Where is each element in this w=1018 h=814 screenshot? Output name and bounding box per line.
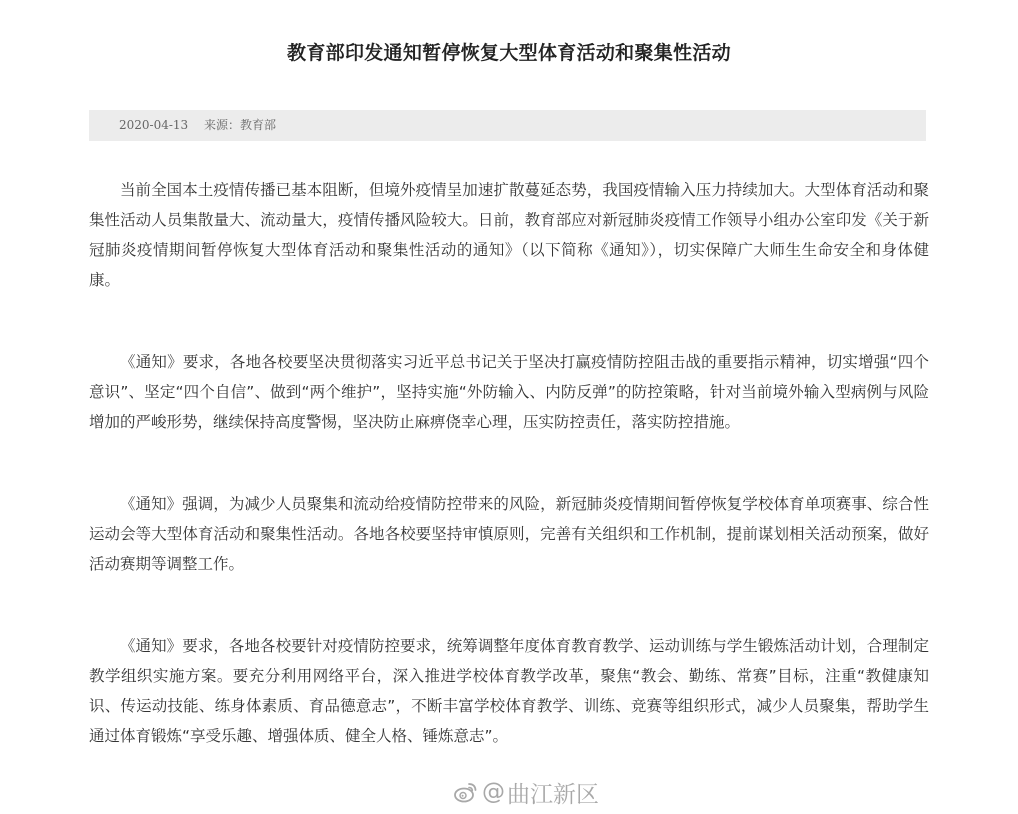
article-body [89,175,929,751]
watermark [454,777,599,807]
article-source: 来源：教育部 [204,118,277,132]
paragraph-1: 当前全国本土疫情传播已基本阻断，但境外疫情呈加速扩散蔓延态势，我国疫情输入压力持续加大。大型体育活动和聚集性活动人员集散量大、流动量大，疫情传播风险较大。日前，教育部应对新冠肺炎疫情工作领导小组办公室印发《关于新冠肺炎疫情期间暂停恢复大型体育活动和聚集性活动的通知》（以下简称《通知》），切实保障广大师生生命安全和身体健康。 [89,181,929,289]
article-title: 教育部印发通知暂停恢复大型体育活动和聚集性活动 [287,42,731,64]
paragraph-4: 《通知》要求，各地各校要针对疫情防控要求，统筹调整年度体育教育教学、运动训练与学生锻炼活动计划，合理制定教学组织实施方案。要充分利用网络平台，深入推进学校体育教学改革，聚焦“教会、勤练、常赛”目标，注重“教健康知识、传运动技能、练身体素质、育品德意志”，不断丰富学校体育教学、训练、竞赛等组织形式，减少人员聚集，帮助学生通过体育锻炼“享受乐趣、增强体质、健全人格、锤炼意志”。 [89,637,929,745]
watermark-at-sign: @ [482,779,505,805]
watermark-text: 曲江新区 [507,781,599,808]
paragraph-3: 《通知》强调，为减少人员聚集和流动给疫情防控带来的风险，新冠肺炎疫情期间暂停恢复学校体育单项赛事、综合性运动会等大型体育活动和聚集性活动。各地各校要坚持审慎原则，完善有关组织和工作机制，提前谋划相关活动预案，做好活动赛期等调整工作。 [89,495,929,573]
paragraph-2: 《通知》要求，各地各校要坚决贯彻落实习近平总书记关于坚决打赢疫情防控阻击战的重要指示精神，切实增强“四个意识”、坚定“四个自信”、做到“两个维护”，坚持实施“外防输入、内防反弹”的防控策略，针对当前境外输入型病例与风险增加的严峻形势，继续保持高度警惕，坚决防止麻痹侥幸心理，压实防控责任，落实防控措施。 [89,353,929,431]
weibo-logo-icon [454,781,478,803]
publish-date: 2020-04-13 [119,118,189,132]
article-meta-bar [89,110,926,141]
